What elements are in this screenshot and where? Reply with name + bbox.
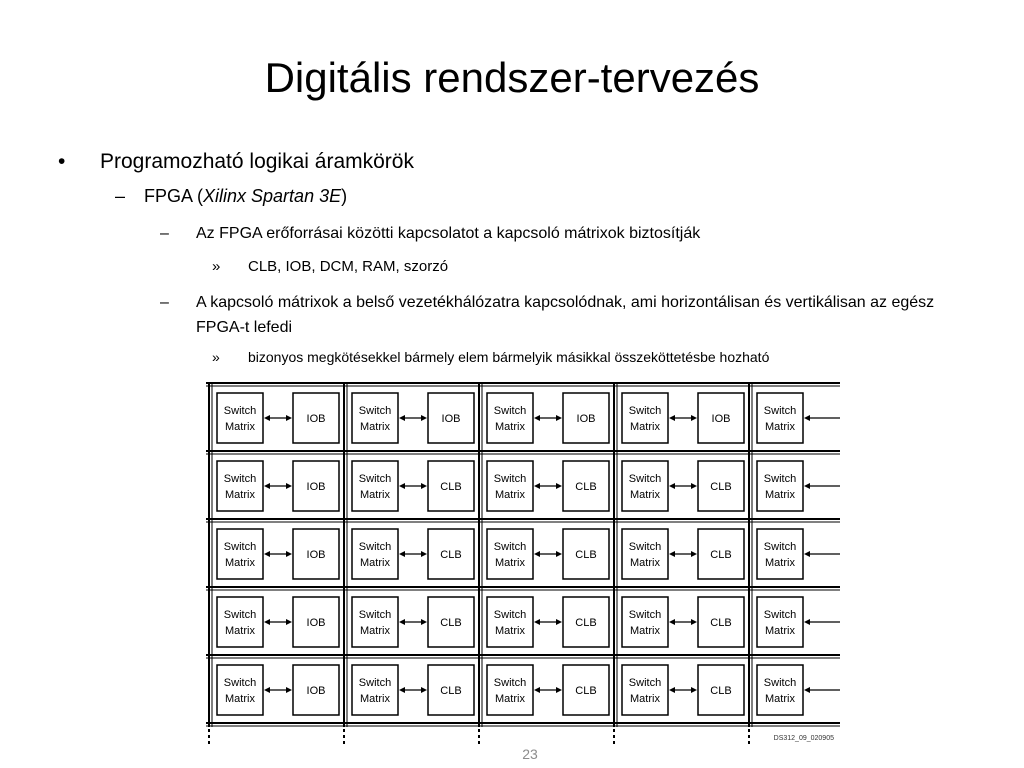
switch-matrix-box-label: Matrix <box>225 557 255 569</box>
switch-matrix-box <box>352 393 398 443</box>
connection-arrow-head <box>264 415 270 421</box>
connection-arrow-head <box>421 619 427 625</box>
connection-arrow-head <box>556 415 562 421</box>
iob-box-label: IOB <box>306 617 326 629</box>
switch-matrix-box-label: Switch <box>628 473 662 485</box>
switch-matrix-box-label: Matrix <box>360 557 390 569</box>
bullet-marker: • <box>58 150 66 173</box>
bullet-text <box>115 186 347 206</box>
slide-title: Digitális rendszer-tervezés <box>264 54 760 101</box>
iob-box-label: IOB <box>306 481 326 493</box>
connection-arrow-head <box>556 619 562 625</box>
connection-arrow-head <box>534 551 540 557</box>
switch-matrix-box-label: Switch <box>493 541 527 553</box>
switch-matrix-box <box>487 529 533 579</box>
switch-matrix-box <box>622 529 668 579</box>
switch-matrix-box-label: Switch <box>358 609 392 621</box>
connection-arrow-edge-head <box>804 551 810 557</box>
bullet-level4-first <box>212 258 448 275</box>
switch-matrix-box-label: Switch <box>358 677 392 689</box>
switch-matrix-box-label: Switch <box>763 541 797 553</box>
bullet-level3-first <box>160 225 700 243</box>
clb-box-label: CLB <box>440 685 462 697</box>
switch-matrix-box-label: Matrix <box>765 421 795 433</box>
connection-arrow-head <box>669 619 675 625</box>
iob-box-label: IOB <box>306 685 326 697</box>
connection-arrow-edge-head <box>804 415 810 421</box>
switch-matrix-box-label: Matrix <box>630 625 660 637</box>
switch-matrix-box <box>217 529 263 579</box>
switch-matrix-box-label: Switch <box>763 473 797 485</box>
connection-arrow-head <box>399 687 405 693</box>
switch-matrix-box-label: Matrix <box>360 489 390 501</box>
bullet-suffix: ) <box>341 186 348 206</box>
switch-matrix-box <box>757 461 803 511</box>
connection-arrow-head <box>691 687 697 693</box>
switch-matrix-box <box>757 393 803 443</box>
switch-matrix-box-label: Matrix <box>630 489 660 501</box>
bullet-text: A kapcsoló mátrixok a belső vezetékhálózatra kapcsolódnak, ami horizontálisan és vertikálisan az egész FPGA-t lefedi <box>196 294 935 336</box>
switch-matrix-box <box>487 461 533 511</box>
clb-box-label: CLB <box>575 481 597 493</box>
bullet-text: CLB, IOB, DCM, RAM, szorzó <box>248 258 449 275</box>
switch-matrix-box <box>217 393 263 443</box>
connection-arrow-head <box>421 551 427 557</box>
connection-arrow-edge-head <box>804 619 810 625</box>
clb-box-label: CLB <box>575 549 597 561</box>
connection-arrow-edge-head <box>804 483 810 489</box>
bullet-marker: » <box>212 258 221 275</box>
switch-matrix-box-label: Matrix <box>495 557 525 569</box>
switch-matrix-box <box>757 665 803 715</box>
switch-matrix-box-label: Matrix <box>360 421 390 433</box>
bullet-marker: – <box>160 294 169 311</box>
connection-arrow-head <box>669 483 675 489</box>
switch-matrix-box-label: Matrix <box>630 693 660 705</box>
switch-matrix-box-label: Switch <box>493 677 527 689</box>
switch-matrix-box <box>622 393 668 443</box>
switch-matrix-box-label: Matrix <box>765 693 795 705</box>
connection-arrow-head <box>669 551 675 557</box>
switch-matrix-box-label: Switch <box>223 677 257 689</box>
switch-matrix-box-label: Matrix <box>495 625 525 637</box>
switch-matrix-box-label: Switch <box>223 609 257 621</box>
switch-matrix-box <box>622 665 668 715</box>
switch-matrix-box-label: Matrix <box>225 421 255 433</box>
switch-matrix-box-label: Switch <box>493 405 527 417</box>
connection-arrow-head <box>264 687 270 693</box>
connection-arrow-head <box>421 483 427 489</box>
connection-arrow-head <box>399 483 405 489</box>
connection-arrow-head <box>421 687 427 693</box>
bullet-marker: – <box>115 186 126 206</box>
switch-matrix-box-label: Switch <box>358 473 392 485</box>
switch-matrix-box <box>352 597 398 647</box>
clb-box-label: CLB <box>710 617 732 629</box>
connection-arrow-head <box>691 483 697 489</box>
clb-box-label: CLB <box>440 549 462 561</box>
switch-matrix-box-label: Matrix <box>765 625 795 637</box>
switch-matrix-box-label: Switch <box>628 541 662 553</box>
connection-arrow-head <box>669 415 675 421</box>
switch-matrix-box-label: Matrix <box>765 489 795 501</box>
connection-arrow-head <box>556 551 562 557</box>
switch-matrix-box-label: Switch <box>223 473 257 485</box>
switch-matrix-box-label: Matrix <box>225 625 255 637</box>
switch-matrix-box <box>757 529 803 579</box>
connection-arrow-head <box>534 483 540 489</box>
connection-arrow-head <box>669 687 675 693</box>
connection-arrow-head <box>691 619 697 625</box>
switch-matrix-box <box>352 665 398 715</box>
bullet-level4-second <box>212 349 769 365</box>
clb-box-label: CLB <box>710 549 732 561</box>
connection-arrow-head <box>286 483 292 489</box>
iob-box-label: IOB <box>711 413 731 425</box>
switch-matrix-box-label: Switch <box>493 609 527 621</box>
switch-matrix-box <box>487 665 533 715</box>
connection-arrow-head <box>286 687 292 693</box>
switch-matrix-box <box>217 665 263 715</box>
switch-matrix-box-label: Switch <box>763 405 797 417</box>
figure-code: DS312_09_020905 <box>773 735 834 742</box>
clb-box-label: CLB <box>710 481 732 493</box>
switch-matrix-box-label: Switch <box>358 405 392 417</box>
switch-matrix-box-label: Switch <box>763 677 797 689</box>
fpga-switch-matrix-diagram <box>200 378 840 744</box>
connection-arrow-head <box>556 687 562 693</box>
switch-matrix-box-label: Switch <box>358 541 392 553</box>
iob-box-label: IOB <box>306 413 326 425</box>
switch-matrix-box-label: Switch <box>628 677 662 689</box>
bullet-marker: – <box>160 225 169 242</box>
connection-arrow-head <box>691 551 697 557</box>
page-number: 23 <box>522 746 538 762</box>
connection-arrow-head <box>264 483 270 489</box>
switch-matrix-box-label: Matrix <box>630 421 660 433</box>
connection-arrow-head <box>534 619 540 625</box>
bullet-text: bizonyos megkötésekkel bármely elem bármelyik másikkal összeköttetésbe hozható <box>248 349 770 365</box>
connection-arrow-head <box>534 415 540 421</box>
switch-matrix-box-label: Matrix <box>765 557 795 569</box>
connection-arrow-head <box>286 415 292 421</box>
switch-matrix-box-label: Matrix <box>225 693 255 705</box>
switch-matrix-box <box>622 461 668 511</box>
switch-matrix-box-label: Switch <box>628 609 662 621</box>
iob-box-label: IOB <box>306 549 326 561</box>
switch-matrix-box <box>487 597 533 647</box>
switch-matrix-box <box>352 461 398 511</box>
connection-arrow-head <box>264 619 270 625</box>
switch-matrix-box-label: Matrix <box>495 421 525 433</box>
clb-box-label: CLB <box>440 481 462 493</box>
switch-matrix-box-label: Switch <box>628 405 662 417</box>
connection-arrow-head <box>264 551 270 557</box>
bullet-level1 <box>60 150 414 174</box>
switch-matrix-box <box>487 393 533 443</box>
bullet-prefix: FPGA ( <box>144 186 204 206</box>
switch-matrix-box <box>352 529 398 579</box>
connection-arrow-head <box>556 483 562 489</box>
connection-arrow-head <box>286 551 292 557</box>
clb-box-label: CLB <box>440 617 462 629</box>
bullet-text: Az FPGA erőforrásai közötti kapcsolatot a kapcsoló mátrixok biztosítják <box>196 225 701 242</box>
bullet-text: Programozható logikai áramkörök <box>100 150 414 173</box>
switch-matrix-box <box>217 461 263 511</box>
switch-matrix-box-label: Matrix <box>360 693 390 705</box>
iob-box-label: IOB <box>441 413 461 425</box>
connection-arrow-head <box>399 619 405 625</box>
connection-arrow-edge-head <box>804 687 810 693</box>
switch-matrix-box-label: Switch <box>223 541 257 553</box>
connection-arrow-head <box>286 619 292 625</box>
bullet-italic: Xilinx Spartan 3E <box>203 186 342 206</box>
switch-matrix-box-label: Matrix <box>630 557 660 569</box>
switch-matrix-box <box>217 597 263 647</box>
switch-matrix-box-label: Switch <box>223 405 257 417</box>
connection-arrow-head <box>691 415 697 421</box>
clb-box-label: CLB <box>575 617 597 629</box>
connection-arrow-head <box>421 415 427 421</box>
bullet-level3-second <box>160 290 960 340</box>
switch-matrix-box <box>757 597 803 647</box>
clb-box-label: CLB <box>575 685 597 697</box>
bullet-marker: » <box>212 349 220 365</box>
connection-arrow-head <box>399 551 405 557</box>
switch-matrix-box-label: Matrix <box>495 693 525 705</box>
switch-matrix-box-label: Switch <box>493 473 527 485</box>
clb-box-label: CLB <box>710 685 732 697</box>
iob-box-label: IOB <box>576 413 596 425</box>
switch-matrix-box-label: Matrix <box>360 625 390 637</box>
switch-matrix-box-label: Matrix <box>225 489 255 501</box>
switch-matrix-box-label: Matrix <box>495 489 525 501</box>
connection-arrow-head <box>399 415 405 421</box>
bullet-level2 <box>115 186 347 207</box>
switch-matrix-box <box>622 597 668 647</box>
connection-arrow-head <box>534 687 540 693</box>
switch-matrix-box-label: Switch <box>763 609 797 621</box>
